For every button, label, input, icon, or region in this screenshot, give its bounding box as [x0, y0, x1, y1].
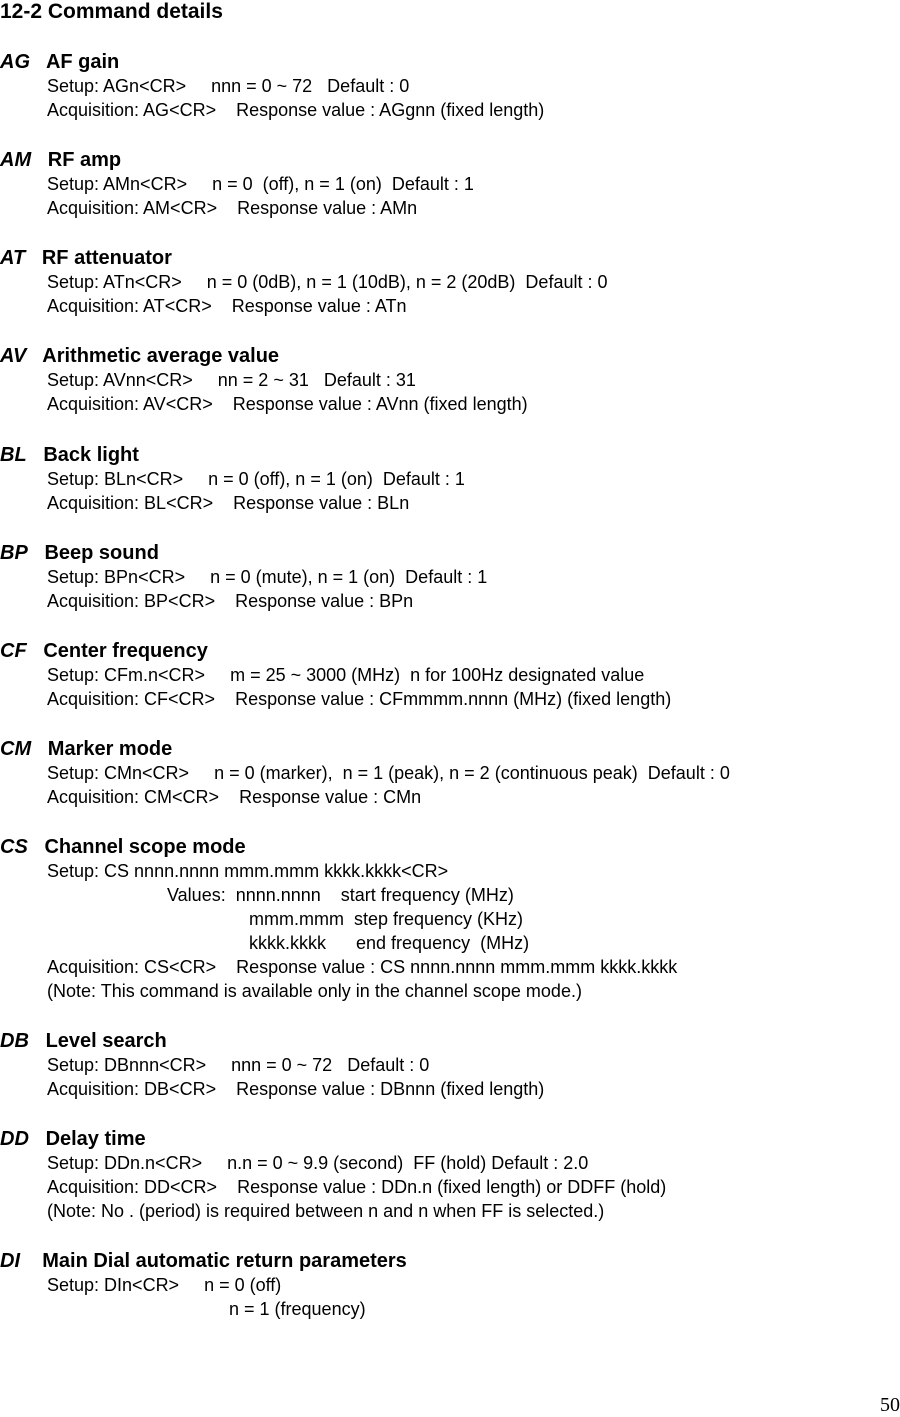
command-code: AT [0, 247, 26, 269]
command-name: AF gain [45, 51, 120, 73]
command-bp [0, 541, 900, 613]
command-code: CF [0, 640, 27, 662]
command-heading [0, 1127, 900, 1151]
command-name: Center frequency [43, 640, 208, 662]
command-heading [0, 443, 900, 467]
command-code: DI [0, 1250, 20, 1272]
setup-line: Setup: AMn<CR> n = 0 (off), n = 1 (on) Default : 1 [47, 174, 474, 194]
command-heading [0, 835, 900, 859]
setup-line: Setup: CS nnnn.nnnn mmm.mmm kkkk.kkkk<CR> [47, 861, 449, 881]
command-name: RF attenuator [41, 247, 172, 269]
values-line: kkkk.kkkk end frequency (MHz) [249, 933, 530, 953]
acquisition-line: Acquisition: DD<CR> Response value : DDn.n (fixed length) or DDFF (hold) [47, 1177, 667, 1197]
command-code: AG [0, 51, 30, 73]
setup-line: Setup: DDn.n<CR> n.n = 0 ~ 9.9 (second) FF (hold) Default : 2.0 [47, 1153, 589, 1173]
command-code: BP [0, 542, 28, 564]
command-cm [0, 737, 900, 809]
setup-line: Setup: CMn<CR> n = 0 (marker), n = 1 (peak), n = 2 (continuous peak) Default : 0 [47, 763, 730, 783]
command-heading [0, 737, 900, 761]
acquisition-line: Acquisition: DB<CR> Response value : DBnnn (fixed length) [47, 1079, 545, 1099]
command-ag [0, 50, 900, 122]
command-heading [0, 246, 900, 270]
command-at [0, 246, 900, 318]
command-code: DD [0, 1128, 29, 1150]
command-dd [0, 1127, 900, 1223]
command-heading [0, 344, 900, 368]
acquisition-line: Acquisition: AV<CR> Response value : AVnn (fixed length) [47, 394, 528, 414]
command-name: Arithmetic average value [42, 345, 280, 367]
acquisition-line: Acquisition: AT<CR> Response value : ATn [47, 296, 407, 316]
command-name: Marker mode [47, 738, 173, 760]
setup-line: Setup: ATn<CR> n = 0 (0dB), n = 1 (10dB), n = 2 (20dB) Default : 0 [47, 272, 608, 292]
page-title: 12-2 Command details [0, 0, 223, 23]
acquisition-line: Acquisition: AG<CR> Response value : AGgnn (fixed length) [47, 100, 545, 120]
acquisition-line: Acquisition: CF<CR> Response value : CFmmmm.nnnn (MHz) (fixed length) [47, 689, 672, 709]
command-heading [0, 639, 900, 663]
command-di [0, 1249, 900, 1321]
command-am [0, 148, 900, 220]
acquisition-line: Acquisition: BP<CR> Response value : BPn [47, 591, 414, 611]
command-code: AM [0, 149, 32, 171]
acquisition-line: Acquisition: BL<CR> Response value : BLn [47, 493, 410, 513]
setup-line: Setup: DIn<CR> n = 0 (off) [47, 1275, 282, 1295]
command-db [0, 1029, 900, 1101]
command-av [0, 344, 900, 416]
command-code: CM [0, 738, 32, 760]
values-line: Values: nnnn.nnnn start frequency (MHz) [167, 885, 514, 905]
acquisition-line: Acquisition: CM<CR> Response value : CMn [47, 787, 422, 807]
command-name: Back light [43, 444, 139, 466]
command-cs [0, 835, 900, 1003]
command-heading [0, 1029, 900, 1053]
command-bl [0, 443, 900, 515]
acquisition-line: Acquisition: CS<CR> Response value : CS nnnn.nnnn mmm.mmm kkkk.kkkk [47, 957, 678, 977]
setup-line: Setup: AGn<CR> nnn = 0 ~ 72 Default : 0 [47, 76, 410, 96]
page-number: 50 [880, 1394, 900, 1416]
command-name: Main Dial automatic return parameters [42, 1250, 407, 1272]
acquisition-line: Acquisition: AM<CR> Response value : AMn [47, 198, 418, 218]
command-name: Beep sound [44, 542, 159, 564]
values-line: mmm.mmm step frequency (KHz) [249, 909, 524, 929]
command-name: RF amp [47, 149, 122, 171]
command-code: BL [0, 444, 27, 466]
command-heading [0, 541, 900, 565]
setup-line: Setup: BPn<CR> n = 0 (mute), n = 1 (on) Default : 1 [47, 567, 488, 587]
command-heading [0, 148, 900, 172]
command-name: Channel scope mode [44, 836, 246, 858]
command-cf [0, 639, 900, 711]
command-code: CS [0, 836, 28, 858]
command-code: DB [0, 1030, 29, 1052]
command-heading [0, 50, 900, 74]
command-name: Delay time [45, 1128, 146, 1150]
command-heading [0, 1249, 900, 1273]
setup-line: Setup: AVnn<CR> nn = 2 ~ 31 Default : 31 [47, 370, 416, 390]
command-name: Level search [45, 1030, 167, 1052]
note-line: (Note: This command is available only in the channel scope mode.) [47, 981, 582, 1001]
setup-line: Setup: DBnnn<CR> nnn = 0 ~ 72 Default : 0 [47, 1055, 430, 1075]
note-line: (Note: No . (period) is required between n and n when FF is selected.) [47, 1201, 605, 1221]
setup-continuation-line: n = 1 (frequency) [229, 1299, 366, 1319]
setup-line: Setup: BLn<CR> n = 0 (off), n = 1 (on) Default : 1 [47, 469, 465, 489]
command-code: AV [0, 345, 27, 367]
setup-line: Setup: CFm.n<CR> m = 25 ~ 3000 (MHz) n for 100Hz designated value [47, 665, 645, 685]
